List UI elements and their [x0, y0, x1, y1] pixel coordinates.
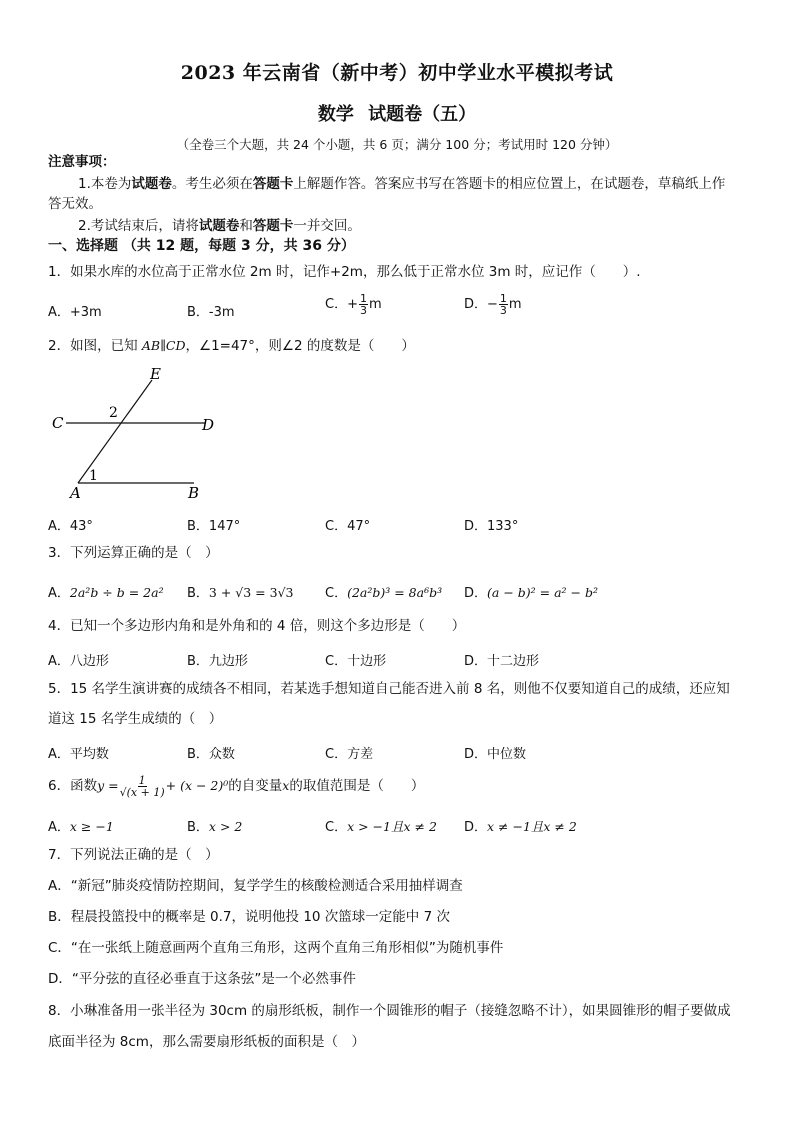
q7-option-b: B．程晨投篮投中的概率是 0.7，说明他投 10 次篮球一定能中 7 次 [48, 909, 450, 925]
label-e: E [150, 365, 161, 383]
q2-option-d: D．133° [464, 519, 519, 534]
q4-option-b: B．九边形 [187, 654, 248, 669]
q2-parallel-expr: AB∥CD [141, 338, 186, 353]
label-a: A [70, 484, 81, 502]
q1-option-a: A．+3m [48, 305, 102, 320]
q6-c-expr: x > −1且x ≠ 2 [347, 819, 437, 834]
exam-title: 2023 年云南省（新中考）初中学业水平模拟考试 [180, 62, 614, 84]
note-1-text: 。考生必须在 [171, 176, 253, 192]
q1-d-unit: m [508, 297, 522, 312]
section-heading: 一、选择题 （共 12 题，每题 3 分，共 36 分） [48, 238, 355, 254]
q1-option-d [464, 293, 522, 316]
note-1-text: 1.本卷为 [78, 176, 132, 192]
q6-option-d [464, 816, 577, 835]
fraction-denominator: √(x + 1) [119, 785, 165, 799]
q3-option-b [187, 582, 294, 601]
q3-d-expr: (a − b)² = a² − b² [487, 585, 598, 600]
q8-stem-line-2: 底面半径为 8cm，那么需要扇形纸板的面积是（ ） [48, 1034, 365, 1050]
q3-option-a [48, 582, 164, 601]
option-label: C． [325, 820, 348, 835]
q6-y-expr: y = [97, 778, 119, 793]
q6-stem-text: 6．函数 [48, 778, 98, 794]
note-2-text: 和 [239, 218, 253, 234]
fraction-numerator: 1 [359, 292, 367, 305]
note-2-bold-paper: 试题卷 [198, 218, 240, 234]
notes-heading: 注意事项： [48, 154, 116, 170]
fraction-denominator: 3 [499, 304, 507, 317]
q1-option-c [325, 293, 382, 316]
q5-option-c: C．方差 [325, 747, 374, 762]
q6-stem-text: 的取值范围是（ ） [289, 778, 425, 794]
q1-option-b: B．-3m [187, 305, 235, 320]
q4-option-a: A．八边形 [48, 654, 109, 669]
q2-stem [48, 336, 415, 356]
q6-variable: x [282, 778, 290, 793]
q6-stem-text: 的自变量 [228, 778, 283, 794]
q4-option-d: D．十二边形 [464, 654, 540, 669]
q2-parallel-lines-figure [40, 362, 240, 504]
q3-option-c [325, 582, 442, 601]
label-d: D [202, 416, 215, 434]
q6-option-c [325, 816, 437, 835]
note-2-text: 2.考试结束后，请将 [78, 218, 199, 234]
q5-stem-line-1: 5．15 名学生演讲赛的成绩各不相同，若某选手想知道自己能否进入前 8 名，则他不仅要知道自己的成绩，还应知 [48, 681, 730, 697]
q2-option-b: B．147° [187, 519, 241, 534]
q7-stem: 7．下列说法正确的是（ ） [48, 847, 219, 863]
note-1-text: 上解题作答。答案应书写在答题卡的相应位置上，在试题卷，草稿纸上作 [293, 176, 726, 192]
angle-1-label: 1 [89, 468, 98, 484]
note-2-text: 一并交回。 [293, 218, 361, 234]
option-label: D． [464, 820, 488, 835]
q7-option-c: C．“在一张纸上随意画两个直角三角形，这两个直角三角形相似”为随机事件 [48, 940, 504, 956]
q6-option-b [187, 816, 242, 835]
option-label: B． [187, 820, 209, 835]
note-1-bold-card: 答题卡 [252, 176, 294, 192]
q2-option-a: A．43° [48, 519, 93, 534]
fraction-numerator: 1 [499, 292, 507, 305]
option-label: A． [48, 820, 70, 835]
label-c: C [52, 414, 64, 432]
q6-tail-expr: + (x − 2)⁰ [165, 778, 229, 793]
q1-c-prefix: C．+ [325, 297, 358, 312]
q6-fraction [120, 775, 165, 798]
q1-d-fraction [499, 293, 508, 316]
q3-b-expr: 3 + √3 = 3√3 [208, 585, 294, 600]
q5-option-d: D．中位数 [464, 747, 527, 762]
q1-c-unit: m [368, 297, 382, 312]
q6-b-expr: x > 2 [208, 819, 243, 834]
note-1-bold-paper: 试题卷 [131, 176, 172, 192]
q3-a-expr: 2a²b ÷ b = 2a² [69, 585, 164, 600]
q5-option-b: B．众数 [187, 747, 235, 762]
q5-stem-line-2: 道这 15 名学生成绩的（ ） [48, 711, 223, 727]
option-label: A． [48, 586, 70, 601]
fraction-numerator: 1 [138, 773, 146, 787]
q6-d-expr: x ≠ −1且x ≠ 2 [487, 819, 577, 834]
option-label: B． [187, 586, 209, 601]
q3-stem: 3．下列运算正确的是（ ） [48, 545, 219, 561]
fraction-denominator: 3 [359, 304, 367, 317]
q1-c-fraction [359, 293, 368, 316]
q1-d-prefix: D．− [464, 297, 498, 312]
q7-option-d: D．“平分弦的直径必垂直于这条弦”是一个必然事件 [48, 971, 356, 987]
q2-option-c: C．47° [325, 519, 371, 534]
subject-label: 数学 [317, 104, 354, 125]
q3-option-d [464, 582, 598, 601]
q1-stem: 1．如果水库的水位高于正常水位 2m 时，记作+2m，那么低于正常水位 3m 时，应记作（ ）. [48, 264, 641, 280]
exam-subtitle [0, 100, 794, 126]
q6-option-a [48, 816, 114, 835]
exam-info: （全卷三个大题，共 24 个小题，共 6 页；满分 100 分；考试用时 120 分钟） [176, 137, 618, 152]
q4-option-c: C．十边形 [325, 654, 387, 669]
q2-stem-text: ，∠1=47°，则∠2 的度数是（ ） [185, 338, 415, 354]
q6-a-expr: x ≥ −1 [69, 819, 114, 834]
note-2 [78, 216, 361, 236]
note-1-continued: 答无效。 [48, 196, 102, 212]
q7-option-a: A．“新冠”肺炎疫情防控期间，复学学生的核酸检测适合采用抽样调查 [48, 878, 463, 894]
q6-stem [48, 771, 424, 801]
label-b: B [188, 484, 200, 502]
q2-stem-text: 2．如图，已知 [48, 338, 142, 354]
angle-2-label: 2 [109, 405, 118, 421]
q4-stem: 4．已知一个多边形内角和是外角和的 4 倍，则这个多边形是（ ） [48, 618, 466, 634]
paper-label: 试题卷（五） [368, 104, 477, 125]
option-label: D． [464, 586, 488, 601]
note-1 [78, 174, 725, 194]
q8-stem-line-1: 8．小琳准备用一张半径为 30cm 的扇形纸板，制作一个圆锥形的帽子（接缝忽略不计），如果圆锥形的帽子要做成 [48, 1003, 731, 1019]
note-2-bold-card: 答题卡 [252, 218, 294, 234]
option-label: C． [325, 586, 348, 601]
q5-option-a: A．平均数 [48, 747, 109, 762]
q3-c-expr: (2a²b)³ = 8a⁶b³ [347, 585, 443, 600]
